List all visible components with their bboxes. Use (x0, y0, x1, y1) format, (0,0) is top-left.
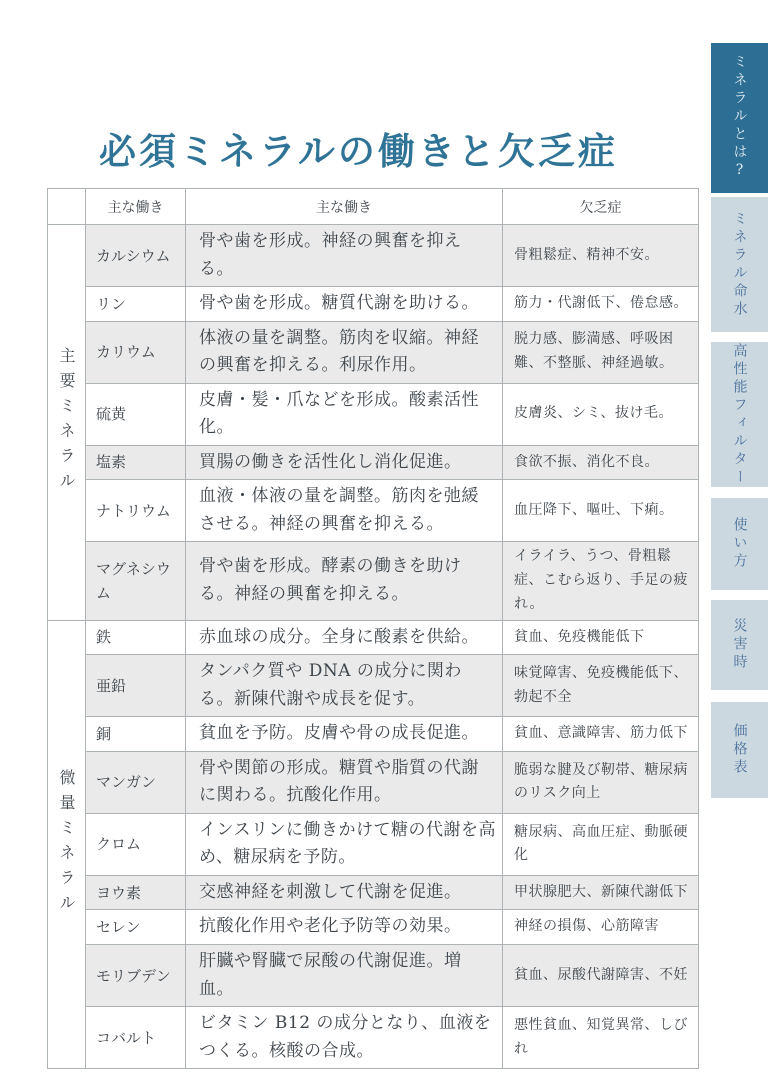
sidebar-tab-how-to-use[interactable]: 使い方 (711, 498, 768, 590)
main-function-cell: 骨や関節の形成。糖質や脂質の代謝に関わる。抗酸化作用。 (186, 751, 503, 813)
main-function-cell: 体液の量を調整。筋肉を収縮。神経の興奮を抑える。利尿作用。 (186, 321, 503, 383)
main-function-cell: 血液・体液の量を調整。筋肉を弛緩させる。神経の興奮を抑える。 (186, 480, 503, 542)
mineral-name-cell: モリブデン (86, 945, 186, 1007)
table-body (48, 225, 699, 1069)
deficiency-cell: 糖尿病、高血圧症、動脈硬化 (503, 813, 699, 875)
table-row (48, 620, 699, 655)
deficiency-cell: 貧血、意識障害、筋力低下 (503, 717, 699, 752)
deficiency-cell: 神経の損傷、心筋障害 (503, 910, 699, 945)
mineral-name-cell: セレン (86, 910, 186, 945)
sidebar-tab-price-list[interactable]: 価格表 (711, 702, 768, 798)
deficiency-cell: 筋力・代謝低下、倦怠感。 (503, 287, 699, 322)
header-group-empty (48, 189, 86, 225)
header-mineral-name: 主な働き (86, 189, 186, 225)
table-row (48, 445, 699, 480)
mineral-name-cell: ヨウ素 (86, 875, 186, 910)
header-main-function: 主な働き (186, 189, 503, 225)
mineral-name-cell: リン (86, 287, 186, 322)
table-row (48, 1007, 699, 1069)
table-row (48, 655, 699, 717)
main-function-cell: 抗酸化作用や老化予防等の効果。 (186, 910, 503, 945)
table-row (48, 910, 699, 945)
table-row (48, 383, 699, 445)
minerals-table (47, 188, 699, 1069)
mineral-name-cell: 亜鉛 (86, 655, 186, 717)
deficiency-cell: 貧血、免疫機能低下 (503, 620, 699, 655)
table-row (48, 225, 699, 287)
table-row (48, 480, 699, 542)
mineral-name-cell: ナトリウム (86, 480, 186, 542)
main-function-cell: 肝臓や腎臓で尿酸の代謝促進。増血。 (186, 945, 503, 1007)
deficiency-cell: 貧血、尿酸代謝障害、不妊 (503, 945, 699, 1007)
table-row (48, 945, 699, 1007)
table-row (48, 717, 699, 752)
mineral-name-cell: マンガン (86, 751, 186, 813)
main-function-cell: 骨や歯を形成。酵素の働きを助ける。神経の興奮を抑える。 (186, 542, 503, 620)
main-function-cell: 交感神経を刺激して代謝を促進。 (186, 875, 503, 910)
table-row (48, 287, 699, 322)
sidebar-tab-disaster[interactable]: 災害時 (711, 600, 768, 690)
deficiency-cell: 悪性貧血、知覚異常、しびれ (503, 1007, 699, 1069)
table-row (48, 751, 699, 813)
main-function-cell: 貧血を予防。皮膚や骨の成長促進。 (186, 717, 503, 752)
mineral-name-cell: クロム (86, 813, 186, 875)
main-function-cell: タンパク質や DNA の成分に関わる。新陳代謝や成長を促す。 (186, 655, 503, 717)
table-row (48, 321, 699, 383)
sidebar-tab-high-performance-filter[interactable]: 高性能フィルター (711, 342, 768, 487)
main-function-cell: 骨や歯を形成。神経の興奮を抑える。 (186, 225, 503, 287)
mineral-name-cell: 硫黄 (86, 383, 186, 445)
deficiency-cell: 脆弱な腱及び靭帯、糖尿病のリスク向上 (503, 751, 699, 813)
deficiency-cell: イライラ、うつ、骨粗鬆症、こむら返り、手足の疲れ。 (503, 542, 699, 620)
sidebar-tab-mineral-meisui[interactable]: ミネラル命水 (711, 197, 768, 332)
table-row (48, 813, 699, 875)
table-header-row (48, 189, 699, 225)
header-deficiency: 欠乏症 (503, 189, 699, 225)
mineral-name-cell: 銅 (86, 717, 186, 752)
deficiency-cell: 甲状腺肥大、新陳代謝低下 (503, 875, 699, 910)
deficiency-cell: 味覚障害、免疫機能低下、勃起不全 (503, 655, 699, 717)
main-function-cell: ビタミン B12 の成分となり、血液をつくる。核酸の合成。 (186, 1007, 503, 1069)
mineral-name-cell: カルシウム (86, 225, 186, 287)
main-function-cell: 骨や歯を形成。糖質代謝を助ける。 (186, 287, 503, 322)
deficiency-cell: 食欲不振、消化不良。 (503, 445, 699, 480)
sidebar-tab-what-are-minerals[interactable]: ミネラルとは? (711, 43, 768, 193)
table-row (48, 542, 699, 620)
mineral-name-cell: 鉄 (86, 620, 186, 655)
main-function-cell: 買腸の働きを活性化し消化促進。 (186, 445, 503, 480)
page-title: 必須ミネラルの働きと欠乏症 (99, 129, 618, 173)
mineral-name-cell: コバルト (86, 1007, 186, 1069)
deficiency-cell: 血圧降下、嘔吐、下痢。 (503, 480, 699, 542)
mineral-name-cell: 塩素 (86, 445, 186, 480)
mineral-name-cell: カリウム (86, 321, 186, 383)
deficiency-cell: 脱力感、膨満感、呼吸困難、不整脈、神経過敏。 (503, 321, 699, 383)
deficiency-cell: 骨粗鬆症、精神不安。 (503, 225, 699, 287)
main-function-cell: インスリンに働きかけて糖の代謝を高め、糖尿病を予防。 (186, 813, 503, 875)
main-function-cell: 赤血球の成分。全身に酸素を供給。 (186, 620, 503, 655)
deficiency-cell: 皮膚炎、シミ、抜け毛。 (503, 383, 699, 445)
table-row (48, 875, 699, 910)
main-function-cell: 皮膚・髪・爪などを形成。酸素活性化。 (186, 383, 503, 445)
row-group-label: 主要ミネラル (48, 225, 86, 621)
row-group-label: 微量ミネラル (48, 620, 86, 1068)
mineral-name-cell: マグネシウム (86, 542, 186, 620)
